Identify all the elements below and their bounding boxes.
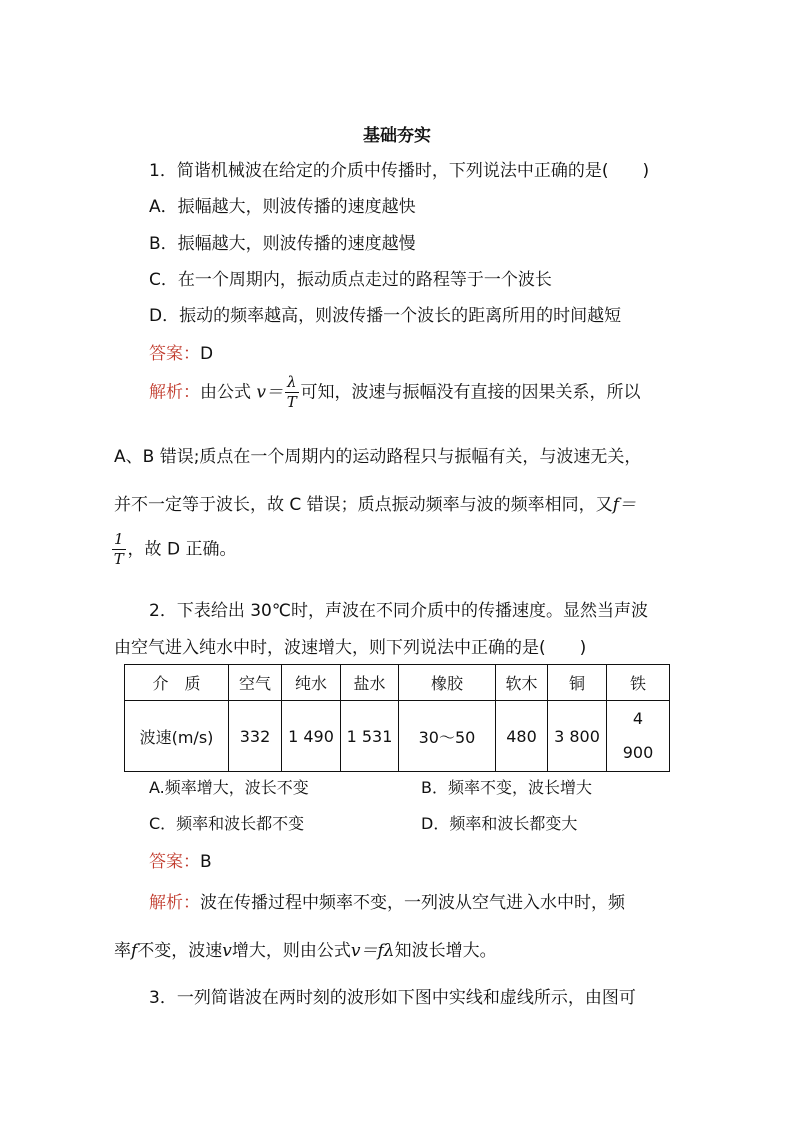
table-cell-iron (607, 701, 670, 772)
table-cell: 480 (496, 701, 548, 772)
table-cell: 3 800 (548, 701, 607, 772)
table-header-cell: 铁 (607, 665, 670, 701)
formula-lhs: v＝ (256, 382, 284, 403)
answer-value: D (200, 344, 214, 364)
table-header-cell: 纯水 (282, 665, 341, 701)
table-header-cell: 软木 (496, 665, 548, 701)
analysis-text: 不变，波速 (137, 941, 223, 961)
q2-analysis-line2 (114, 936, 497, 961)
q1-analysis-line2: A、B 错误;质点在一个周期内的运动路程只与振幅有关，与波速无关， (114, 447, 642, 467)
symbol-f: f (131, 941, 138, 961)
symbol-v: v (222, 941, 232, 961)
q2-analysis-line1 (149, 888, 625, 913)
q3-stem-line1: 3．一列简谐波在两时刻的波形如下图中实线和虚线所示，由图可 (149, 988, 636, 1008)
q2-option-b: B．频率不变，波长增大 (421, 778, 592, 797)
sound-speed-table (124, 664, 670, 772)
answer-label: 答案： (149, 852, 200, 872)
q1-option-d: D．振动的频率越高，则波传播一个波长的距离所用的时间越短 (149, 306, 622, 326)
analysis-text: 可知，波速与振幅没有直接的因果关系，所以 (300, 382, 641, 403)
analysis-text: 增大，则由公式 (231, 941, 351, 961)
table-cell: 1 531 (341, 701, 399, 772)
fraction-lambda-over-t (285, 375, 299, 410)
q1-analysis-line1 (149, 375, 641, 410)
answer-label: 答案： (149, 344, 200, 364)
fraction-numerator: 1 (114, 530, 124, 548)
section-title: 基础夯实 (363, 126, 431, 146)
q1-option-c: C．在一个周期内，振动质点走过的路程等于一个波长 (149, 270, 552, 290)
q1-answer (149, 339, 213, 364)
analysis-label: 解析： (149, 382, 200, 403)
q2-option-d: D．频率和波长都变大 (421, 814, 578, 833)
q2-option-c: C．频率和波长都不变 (149, 814, 305, 833)
analysis-text: 波在传播过程中频率不变，一列波从空气进入水中时，频 (200, 893, 625, 913)
table-cell: 332 (229, 701, 282, 772)
table-header-cell: 铜 (548, 665, 607, 701)
analysis-text: 知波长增大。 (394, 941, 497, 961)
q2-answer (149, 847, 212, 872)
analysis-label: 解析： (149, 893, 200, 913)
analysis-text: 并不一定等于波长，故 C 错误；质点振动频率与波的频率相同，又 (114, 495, 613, 515)
formula-f-eq: f＝ (612, 495, 636, 515)
formula-v-f-lambda: v＝fλ (350, 941, 395, 961)
q2-stem-line1: 2．下表给出 30℃时，声波在不同介质中的传播速度。显然当声波 (149, 601, 648, 621)
table-cell: 1 490 (282, 701, 341, 772)
table-row (125, 701, 670, 772)
table-header-cell: 橡胶 (399, 665, 496, 701)
table-header-cell: 介 质 (125, 665, 229, 701)
table-cell: 30～50 (399, 701, 496, 772)
answer-value: B (200, 852, 212, 872)
q1-stem: 1．简谐机械波在给定的介质中传播时，下列说法中正确的是( ) (149, 161, 650, 181)
table-row-label: 波速(m/s) (125, 701, 229, 772)
table-header-cell: 空气 (229, 665, 282, 701)
table-header-cell: 盐水 (341, 665, 399, 701)
analysis-text: 由公式 (200, 382, 251, 403)
analysis-text: 率 (114, 941, 131, 961)
table-header-row (125, 665, 670, 701)
q2-option-a: A.频率增大，波长不变 (149, 778, 309, 797)
iron-value-line1: 4 (632, 709, 644, 728)
q1-option-a: A．振幅越大，则波传播的速度越快 (149, 197, 416, 217)
analysis-text: ，故 D 正确。 (127, 539, 237, 560)
iron-value-line2: 900 (622, 743, 654, 762)
q1-analysis-line3 (114, 490, 636, 515)
q1-analysis-line4 (110, 532, 236, 567)
fraction-one-over-t (112, 532, 126, 567)
fraction-denominator: T (113, 550, 124, 568)
q1-option-b: B．振幅越大，则波传播的速度越慢 (149, 234, 416, 254)
fraction-numerator: λ (287, 373, 297, 391)
fraction-denominator: T (286, 393, 297, 411)
q2-stem-line2: 由空气进入纯水中时，波速增大，则下列说法中正确的是( ) (114, 638, 587, 658)
